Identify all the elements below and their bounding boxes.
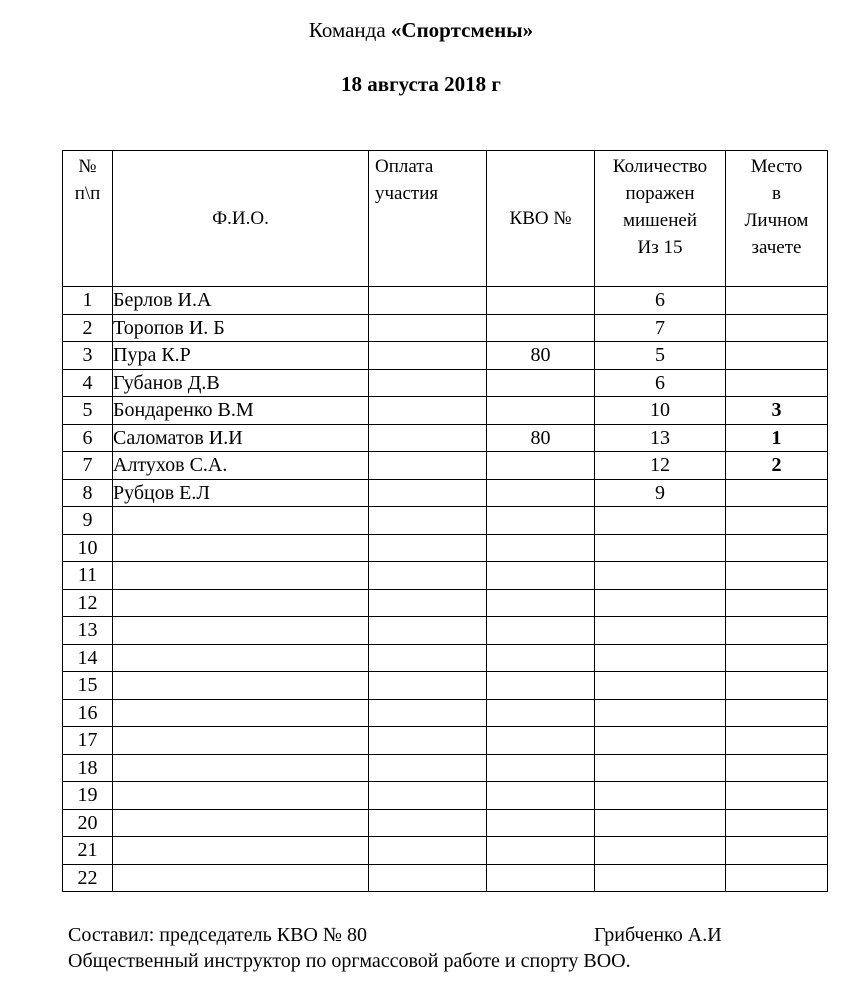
row-number: 15 [63, 672, 113, 700]
hits-cell: 6 [595, 287, 726, 315]
col-header-hits-line1: Количество [612, 156, 708, 177]
team-name: «Спортсмены» [390, 18, 534, 42]
place-cell [726, 809, 828, 837]
kvo-cell [487, 479, 595, 507]
table-row [63, 397, 828, 425]
payment-cell [369, 287, 487, 315]
table-row [63, 479, 828, 507]
place-cell [726, 837, 828, 865]
kvo-cell [487, 589, 595, 617]
hits-cell: 13 [595, 424, 726, 452]
row-number: 19 [63, 782, 113, 810]
place-cell: 1 [726, 424, 828, 452]
hits-cell [595, 534, 726, 562]
participant-name [113, 727, 369, 755]
hits-cell [595, 754, 726, 782]
col-header-place-line3: Личном [744, 210, 809, 231]
row-number: 18 [63, 754, 113, 782]
participant-name: Алтухов С.А. [113, 452, 369, 480]
participant-name [113, 562, 369, 590]
team-title [0, 18, 842, 43]
col-header-hits-line4: Из 15 [637, 237, 683, 258]
col-header-fio: Ф.И.О. [113, 151, 369, 287]
row-number: 1 [63, 287, 113, 315]
kvo-cell [487, 507, 595, 535]
kvo-cell [487, 397, 595, 425]
col-header-payment [369, 151, 487, 287]
place-cell [726, 287, 828, 315]
results-table [62, 150, 828, 892]
footer-compiled-line [68, 924, 828, 947]
participant-name [113, 864, 369, 892]
row-number: 3 [63, 342, 113, 370]
table-row [63, 369, 828, 397]
row-number: 7 [63, 452, 113, 480]
table-row [63, 342, 828, 370]
participant-name: Губанов Д.В [113, 369, 369, 397]
hits-cell: 9 [595, 479, 726, 507]
document-date: 18 августа 2018 г [341, 72, 501, 96]
row-number: 8 [63, 479, 113, 507]
kvo-cell [487, 314, 595, 342]
table-row [63, 699, 828, 727]
kvo-cell [487, 369, 595, 397]
table-body [63, 287, 828, 892]
place-cell [726, 782, 828, 810]
table-row [63, 424, 828, 452]
row-number: 13 [63, 617, 113, 645]
participant-name [113, 672, 369, 700]
participant-name: Бондаренко В.М [113, 397, 369, 425]
kvo-cell [487, 644, 595, 672]
col-header-hits-line2: поражен [625, 183, 695, 204]
table-row [63, 644, 828, 672]
participant-name: Рубцов Е.Л [113, 479, 369, 507]
kvo-cell [487, 617, 595, 645]
payment-cell [369, 424, 487, 452]
payment-cell [369, 699, 487, 727]
participant-name [113, 699, 369, 727]
row-number: 16 [63, 699, 113, 727]
kvo-cell [487, 864, 595, 892]
participant-name: Пура К.Р [113, 342, 369, 370]
payment-cell [369, 617, 487, 645]
participant-name [113, 782, 369, 810]
payment-cell [369, 314, 487, 342]
row-number: 17 [63, 727, 113, 755]
table-row [63, 727, 828, 755]
hits-cell [595, 617, 726, 645]
place-cell [726, 727, 828, 755]
hits-cell [595, 507, 726, 535]
col-header-place-line4: зачете [751, 237, 802, 258]
kvo-cell [487, 534, 595, 562]
payment-cell [369, 864, 487, 892]
participant-name [113, 534, 369, 562]
compiled-by: Составил: председатель КВО № 80 [68, 924, 367, 946]
kvo-cell: 80 [487, 424, 595, 452]
col-header-num [63, 151, 113, 287]
place-cell [726, 562, 828, 590]
place-cell [726, 589, 828, 617]
payment-cell [369, 754, 487, 782]
row-number: 2 [63, 314, 113, 342]
participant-name [113, 617, 369, 645]
participant-name [113, 754, 369, 782]
row-number: 6 [63, 424, 113, 452]
kvo-cell [487, 727, 595, 755]
col-header-place-line1: Место [750, 156, 803, 177]
participant-name [113, 809, 369, 837]
hits-cell: 5 [595, 342, 726, 370]
hits-cell [595, 864, 726, 892]
table-row [63, 507, 828, 535]
place-cell [726, 314, 828, 342]
place-cell [726, 699, 828, 727]
place-cell [726, 507, 828, 535]
col-header-kvo: КВО № [487, 151, 595, 287]
table-row [63, 452, 828, 480]
row-number: 11 [63, 562, 113, 590]
kvo-cell [487, 562, 595, 590]
payment-cell [369, 782, 487, 810]
payment-cell [369, 342, 487, 370]
hits-cell [595, 809, 726, 837]
signer-name: Грибченко А.И [594, 924, 722, 946]
payment-cell [369, 809, 487, 837]
kvo-cell [487, 287, 595, 315]
col-header-payment-line1: Оплата [375, 156, 434, 177]
table-row [63, 782, 828, 810]
participant-name: Берлов И.А [113, 287, 369, 315]
place-cell [726, 369, 828, 397]
place-cell: 2 [726, 452, 828, 480]
place-cell [726, 754, 828, 782]
participant-name [113, 644, 369, 672]
kvo-cell [487, 782, 595, 810]
col-header-place [726, 151, 828, 287]
signer-position: Общественный инструктор по оргмассовой работе и спорту ВОО. [68, 950, 631, 972]
row-number: 21 [63, 837, 113, 865]
kvo-cell [487, 809, 595, 837]
participant-name: Саломатов И.И [113, 424, 369, 452]
team-prefix: Команда [308, 18, 386, 42]
col-header-place-line2: в [772, 183, 781, 204]
participant-name [113, 589, 369, 617]
payment-cell [369, 369, 487, 397]
hits-cell [595, 589, 726, 617]
hits-cell [595, 782, 726, 810]
place-cell [726, 644, 828, 672]
hits-cell [595, 837, 726, 865]
payment-cell [369, 672, 487, 700]
row-number: 12 [63, 589, 113, 617]
hits-cell [595, 699, 726, 727]
place-cell: 3 [726, 397, 828, 425]
payment-cell [369, 479, 487, 507]
col-header-num-line2: п\п [74, 183, 101, 204]
row-number: 10 [63, 534, 113, 562]
table-header-row [63, 151, 828, 287]
payment-cell [369, 452, 487, 480]
table-row [63, 864, 828, 892]
kvo-cell: 80 [487, 342, 595, 370]
kvo-cell [487, 754, 595, 782]
table-row [63, 617, 828, 645]
place-cell [726, 617, 828, 645]
table-row [63, 589, 828, 617]
payment-cell [369, 589, 487, 617]
row-number: 22 [63, 864, 113, 892]
hits-cell: 6 [595, 369, 726, 397]
place-cell [726, 479, 828, 507]
payment-cell [369, 837, 487, 865]
row-number: 9 [63, 507, 113, 535]
hits-cell [595, 727, 726, 755]
hits-cell [595, 644, 726, 672]
row-number: 20 [63, 809, 113, 837]
participant-name [113, 507, 369, 535]
table-row [63, 754, 828, 782]
kvo-cell [487, 837, 595, 865]
table-row [63, 809, 828, 837]
row-number: 14 [63, 644, 113, 672]
table-row [63, 314, 828, 342]
hits-cell: 12 [595, 452, 726, 480]
participant-name [113, 837, 369, 865]
col-header-payment-line2: участия [375, 183, 439, 204]
hits-cell [595, 562, 726, 590]
payment-cell [369, 534, 487, 562]
payment-cell [369, 562, 487, 590]
hits-cell [595, 672, 726, 700]
place-cell [726, 672, 828, 700]
hits-cell: 10 [595, 397, 726, 425]
payment-cell [369, 644, 487, 672]
kvo-cell [487, 672, 595, 700]
table-row [63, 287, 828, 315]
payment-cell [369, 507, 487, 535]
kvo-cell [487, 452, 595, 480]
table-row [63, 534, 828, 562]
payment-cell [369, 727, 487, 755]
row-number: 4 [63, 369, 113, 397]
participant-name: Торопов И. Б [113, 314, 369, 342]
col-header-num-line1: № [78, 156, 97, 177]
table-row [63, 562, 828, 590]
kvo-cell [487, 699, 595, 727]
row-number: 5 [63, 397, 113, 425]
hits-cell: 7 [595, 314, 726, 342]
place-cell [726, 534, 828, 562]
table-row [63, 837, 828, 865]
table-row [63, 672, 828, 700]
payment-cell [369, 397, 487, 425]
place-cell [726, 864, 828, 892]
col-header-hits-line3: мишеней [622, 210, 698, 231]
col-header-hits [595, 151, 726, 287]
place-cell [726, 342, 828, 370]
